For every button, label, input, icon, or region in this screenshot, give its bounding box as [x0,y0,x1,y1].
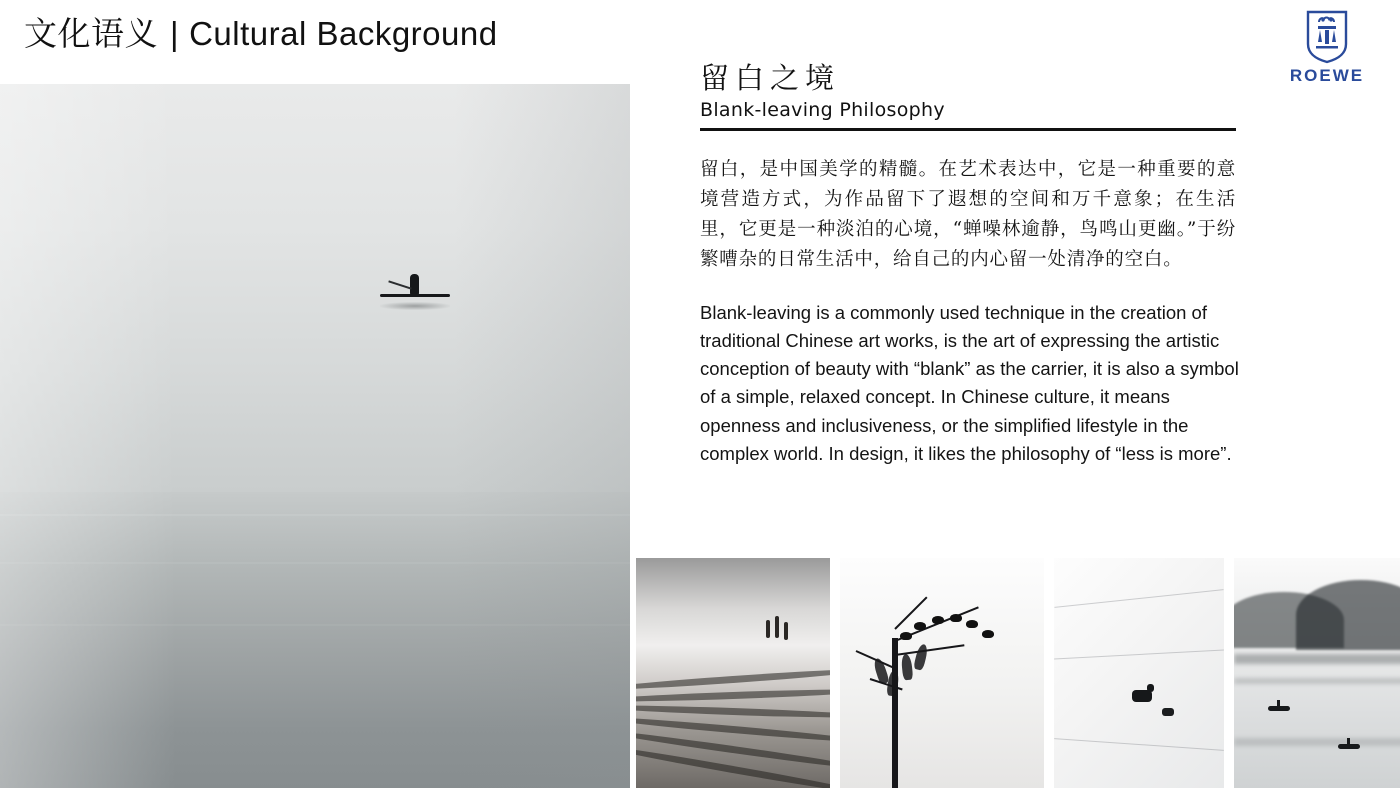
page-title-en: Cultural Background [189,15,498,52]
bird [914,622,926,630]
body-paragraph-cn: 留白，是中国美学的精髓。在艺术表达中，它是一种重要的意境营造方式，为作品留下了遐想的空间和万千意象；在生活里，它更是一种淡泊的心境，“蝉噪林逾静，鸟鸣山更幽。”于纷繁嘈杂的日常生活中，给自己的内心留一处清净的空白。 [700,159,1236,271]
thumbnail-strip [636,558,1400,788]
bird [950,614,962,622]
mist-band [1234,678,1400,684]
page-title-cn: 文化语义 [24,14,158,53]
bird [966,620,978,628]
distant-tree [766,620,770,638]
bird [932,616,944,624]
terraced-fields-mist-thumb[interactable] [636,558,830,788]
page-title-divider: | [170,15,180,52]
mist-band [1234,654,1400,664]
content-column [700,60,1240,468]
brand-name: ROEWE [1289,66,1365,85]
heading-divider [700,128,1236,131]
bare-tree-birds-thumb[interactable] [840,558,1044,788]
bird [900,632,912,640]
ink-wash-landscape-thumb[interactable] [1234,558,1400,788]
animal-silhouette [1132,690,1152,702]
body-paragraph-en: Blank-leaving is a commonly used technique in the creation of traditional Chinese art works, is the art of expressing the artistic conception of beauty with “blank” as the carrier, it is also a symbol of a simple, relaxed concept. In Chinese culture, it means openness and inclusiveness, or the simplified lifestyle in the complex world. In design, it likes the philosophy of “less is more”. [700,302,1239,464]
tree-trunk [892,638,898,788]
distant-tree [775,616,779,638]
bird [982,630,994,638]
brand-logo [1272,8,1382,86]
thumb-background [840,558,1044,788]
section-heading-en: Blank-leaving Philosophy [700,99,945,122]
ink-boat [1268,706,1290,711]
animals-on-snow-thumb[interactable] [1054,558,1224,788]
misty-lake-boatman-photo [0,84,630,788]
photo-vignette [0,84,630,788]
section-heading-cn: 留白之境 [700,61,841,95]
animal-silhouette [1162,708,1174,716]
ink-boat [1338,744,1360,749]
mist-band [1234,738,1400,746]
distant-tree [784,622,788,640]
roewe-lion-shield-icon [1304,8,1350,64]
page-title [24,14,498,54]
